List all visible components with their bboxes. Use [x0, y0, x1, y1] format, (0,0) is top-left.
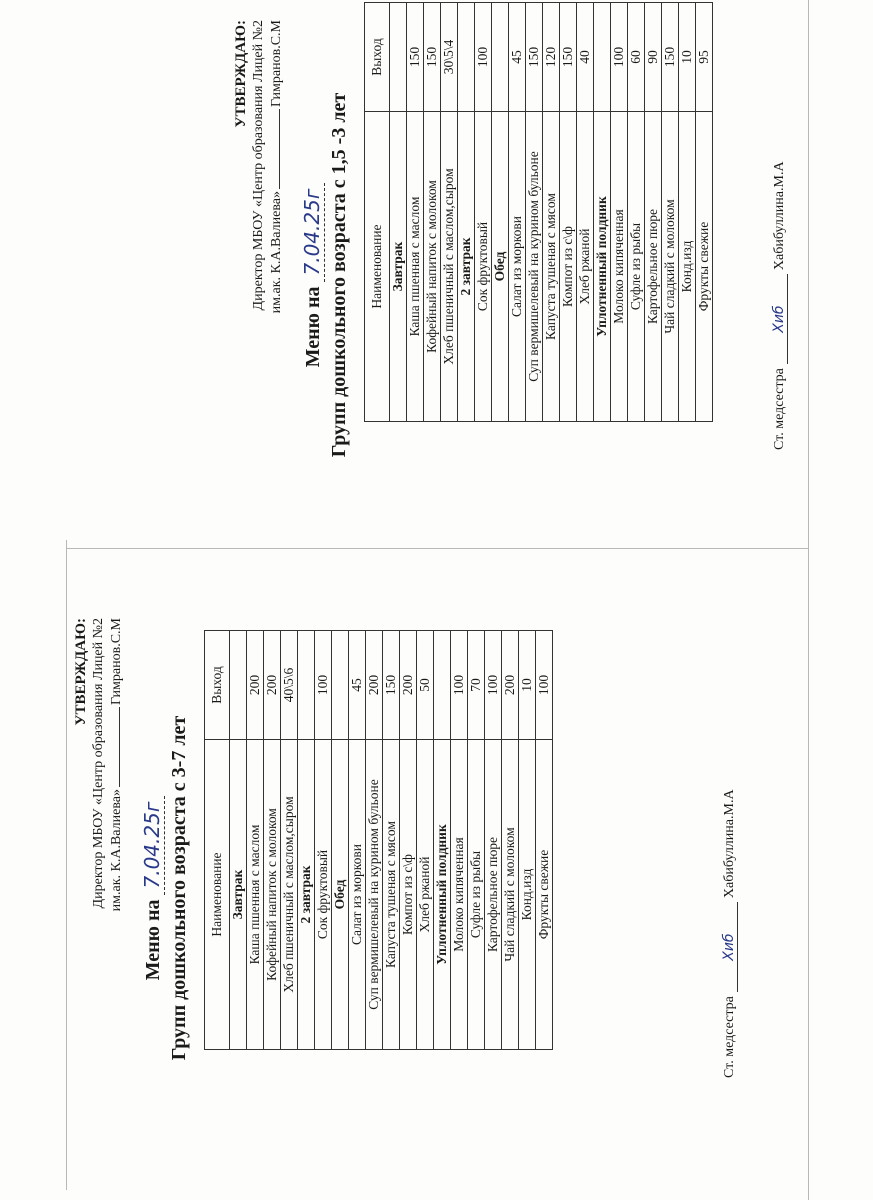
table-row: [577, 3, 594, 422]
table-row: [662, 3, 679, 422]
section-row: [434, 631, 451, 1050]
section-empty-cell: [594, 3, 611, 112]
approve-director: Директор МБОУ «Центр образования Лицей №2: [91, 618, 106, 909]
dish-name: Фрукты свежие: [536, 740, 553, 1050]
approve-director: Директор МБОУ «Центр образования Лицей №2: [251, 20, 266, 311]
table-row: [611, 3, 628, 422]
menu-label: Меню на: [302, 286, 324, 368]
signature-line: [771, 161, 788, 450]
table-row: [696, 3, 713, 422]
dish-name: Хлеб пшеничный с маслом,сыром: [281, 740, 298, 1050]
dish-name: Молоко кипяченная: [611, 112, 628, 422]
menu-date-heading: [300, 10, 325, 540]
table-row: [475, 3, 492, 422]
section-title: 2 завтрак: [458, 112, 475, 422]
dish-output: 10: [519, 631, 536, 740]
dish-output: 100: [315, 631, 332, 740]
dish-name: Фрукты свежие: [696, 112, 713, 422]
table-row: [519, 631, 536, 1050]
section-row: [230, 631, 247, 1050]
table-row: [424, 3, 441, 422]
dish-name: Кофейный напиток с молоком: [264, 740, 281, 1050]
dish-name: Конд.изд: [519, 740, 536, 1050]
table-row: [400, 631, 417, 1050]
table-row: [468, 631, 485, 1050]
dish-name: Конд.изд: [679, 112, 696, 422]
table-row: [366, 631, 383, 1050]
signature-blank: [119, 707, 120, 787]
section-row: [390, 3, 407, 422]
handwritten-signature: Хиб: [771, 274, 788, 364]
menu-table: [204, 630, 553, 1050]
table-row: [509, 3, 526, 422]
table-row: [451, 631, 468, 1050]
section-row: [298, 631, 315, 1050]
signature-line: [721, 789, 738, 1078]
dish-output: 45: [349, 631, 366, 740]
handwritten-signature: Хиб: [721, 902, 738, 992]
approve-signer: Гимранов.С.М: [109, 618, 124, 706]
column-header-name: Наименование: [205, 740, 230, 1050]
column-header-output: Выход: [365, 3, 390, 112]
dish-output: 150: [560, 3, 577, 112]
dish-output: 100: [475, 3, 492, 112]
section-row: [492, 3, 509, 422]
dish-name: Хлеб пшеничный с маслом,сыром: [441, 112, 458, 422]
table-row: [560, 3, 577, 422]
menu-sheet-1-5-3: [224, 10, 814, 540]
table-row: [628, 3, 645, 422]
dish-name: Капуста тушеная с мясом: [543, 112, 560, 422]
dish-output: 95: [696, 3, 713, 112]
dish-output: 40\5\6: [281, 631, 298, 740]
group-title: Групп дошкольного возраста с 3-7 лет: [168, 715, 190, 1061]
table-row: [417, 631, 434, 1050]
dish-name: Суфле из рыбы: [628, 112, 645, 422]
approve-signer: Гимранов.С.М: [269, 20, 284, 108]
table-row: [383, 631, 400, 1050]
dish-name: Салат из моркови: [349, 740, 366, 1050]
sign-label: Ст. медсестра: [772, 368, 787, 450]
table-row: [645, 3, 662, 422]
section-title: Уплотненный полдник: [594, 112, 611, 422]
dish-output: 100: [485, 631, 502, 740]
dish-output: 100: [451, 631, 468, 740]
scan-edge-line: [66, 548, 808, 549]
column-header-name: Наименование: [365, 112, 390, 422]
dish-output: 150: [662, 3, 679, 112]
dish-output: 200: [502, 631, 519, 740]
dish-name: Чай сладкий с молоком: [502, 740, 519, 1050]
dish-name: Суп вермишелевый на курином бульоне: [366, 740, 383, 1050]
dish-output: 70: [468, 631, 485, 740]
table-row: [485, 631, 502, 1050]
table-row: [281, 631, 298, 1050]
dish-name: Салат из моркови: [509, 112, 526, 422]
section-title: Обед: [492, 112, 509, 422]
menu-date-heading: [140, 608, 165, 1168]
dish-name: Сок фруктовый: [315, 740, 332, 1050]
dish-name: Чай сладкий с молоком: [662, 112, 679, 422]
approval-block: [232, 20, 286, 313]
dish-output: 150: [526, 3, 543, 112]
table-header-row: [365, 3, 390, 422]
menu-sheet-3-7: [64, 608, 764, 1168]
table-row: [502, 631, 519, 1050]
menu-table: [364, 2, 713, 422]
dish-name: Компот из с\ф: [560, 112, 577, 422]
dish-output: 150: [424, 3, 441, 112]
dish-name: Картофельное пюре: [645, 112, 662, 422]
section-empty-cell: [230, 631, 247, 740]
table-row: [441, 3, 458, 422]
section-title: Обед: [332, 740, 349, 1050]
dish-output: 10: [679, 3, 696, 112]
dish-output: 50: [417, 631, 434, 740]
dish-output: 90: [645, 3, 662, 112]
section-empty-cell: [332, 631, 349, 740]
section-title: Завтрак: [230, 740, 247, 1050]
sign-name: Хабибуллина.М.А: [772, 161, 787, 271]
dish-name: Хлеб ржаной: [577, 112, 594, 422]
section-title: Уплотненный полдник: [434, 740, 451, 1050]
section-empty-cell: [492, 3, 509, 112]
sign-name: Хабибуллина.М.А: [722, 789, 737, 899]
section-title: 2 завтрак: [298, 740, 315, 1050]
menu-date: 7.04.25г: [140, 796, 165, 895]
dish-name: Сок фруктовый: [475, 112, 492, 422]
approval-block: [72, 618, 126, 911]
dish-name: Компот из с\ф: [400, 740, 417, 1050]
dish-name: Кофейный напиток с молоком: [424, 112, 441, 422]
dish-output: 200: [247, 631, 264, 740]
section-row: [594, 3, 611, 422]
dish-name: Каша пшенная с маслом: [247, 740, 264, 1050]
section-row: [458, 3, 475, 422]
group-title: Групп дошкольного возраста с 1,5 -3 лет: [328, 92, 350, 458]
table-row: [536, 631, 553, 1050]
dish-name: Капуста тушеная с мясом: [383, 740, 400, 1050]
signature-blank: [279, 109, 280, 189]
section-title: Завтрак: [390, 112, 407, 422]
dish-output: 120: [543, 3, 560, 112]
approve-academician: им.ак. К.А.Валиева»: [269, 191, 284, 314]
dish-name: Картофельное пюре: [485, 740, 502, 1050]
column-header-output: Выход: [205, 631, 230, 740]
table-row: [407, 3, 424, 422]
dish-name: Молоко кипяченная: [451, 740, 468, 1050]
table-row: [315, 631, 332, 1050]
section-empty-cell: [458, 3, 475, 112]
sign-label: Ст. медсестра: [722, 996, 737, 1078]
section-empty-cell: [390, 3, 407, 112]
table-header-row: [205, 631, 230, 1050]
dish-output: 150: [383, 631, 400, 740]
table-row: [264, 631, 281, 1050]
dish-output: 150: [407, 3, 424, 112]
dish-name: Хлеб ржаной: [417, 740, 434, 1050]
dish-output: 40: [577, 3, 594, 112]
dish-name: Каша пшенная с маслом: [407, 112, 424, 422]
sheet-content: [224, 10, 814, 540]
section-empty-cell: [434, 631, 451, 740]
sheet-content: [64, 608, 764, 1168]
table-row: [543, 3, 560, 422]
approve-title: УТВЕРЖДАЮ:: [73, 618, 89, 726]
dish-output: 200: [400, 631, 417, 740]
table-row: [526, 3, 543, 422]
dish-output: 100: [536, 631, 553, 740]
dish-name: Суп вермишелевый на курином бульоне: [526, 112, 543, 422]
menu-date: 7.04.25г: [300, 183, 325, 282]
table-row: [247, 631, 264, 1050]
table-row: [349, 631, 366, 1050]
dish-name: Суфле из рыбы: [468, 740, 485, 1050]
dish-output: 30\5\4: [441, 3, 458, 112]
dish-output: 200: [264, 631, 281, 740]
section-empty-cell: [298, 631, 315, 740]
approve-academician: им.ак. К.А.Валиева»: [109, 789, 124, 912]
section-row: [332, 631, 349, 1050]
table-row: [679, 3, 696, 422]
dish-output: 45: [509, 3, 526, 112]
approve-title: УТВЕРЖДАЮ:: [233, 20, 249, 128]
dish-output: 200: [366, 631, 383, 740]
dish-output: 60: [628, 3, 645, 112]
menu-label: Меню на: [142, 899, 164, 981]
dish-output: 100: [611, 3, 628, 112]
